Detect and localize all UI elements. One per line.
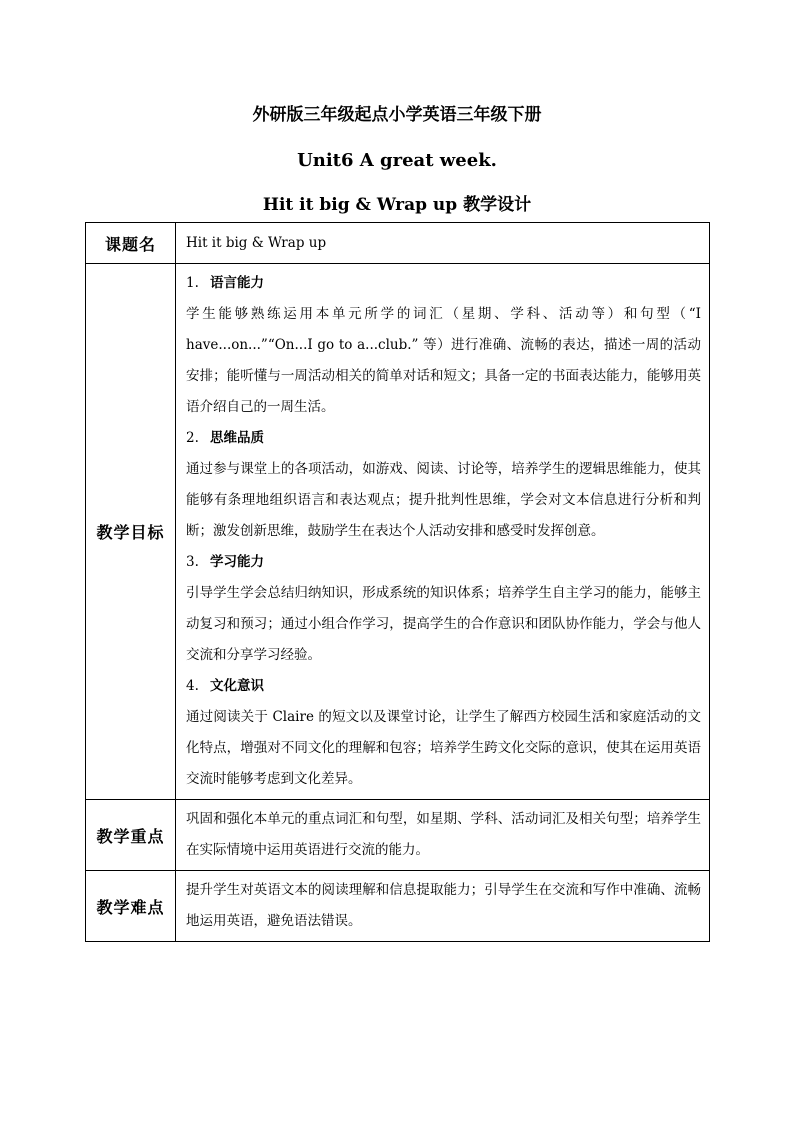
objective-text-culture: 通过阅读关于 Claire 的短文以及课堂讨论，让学生了解西方校园生活和家庭活动的文化特点，增强对不同文化的理解和包容；培养学生跨文化交际的意识，使其在运用英语交流时能够考虑到文化差异。 — [186, 709, 701, 787]
table-row-difficult-points — [86, 871, 710, 942]
row-label-difficult-points: 教学难点 — [86, 871, 176, 942]
lesson-name-value: Hit it big & Wrap up — [176, 223, 710, 264]
document-title: 外研版三年级起点小学英语三年级下册 — [252, 105, 542, 125]
table-row-teaching-objectives — [86, 264, 710, 800]
objective-heading-culture — [186, 671, 701, 702]
row-label-key-points: 教学重点 — [86, 800, 176, 871]
objective-heading-language — [186, 268, 701, 299]
key-points-content: 巩固和强化本单元的重点词汇和句型，如星期、学科、活动词汇及相关句型；培养学生在实际情境中运用英语进行交流的能力。 — [176, 800, 710, 871]
teaching-objectives-content — [176, 264, 710, 800]
difficult-points-content: 提升学生对英语文本的阅读理解和信息提取能力；引导学生在交流和写作中准确、流畅地运用英语，避免语法错误。 — [176, 871, 710, 942]
row-label-lesson-name: 课题名 — [86, 223, 176, 264]
objective-heading-text: 思维品质 — [210, 430, 264, 446]
objective-heading-text: 语言能力 — [210, 275, 264, 291]
objective-number: 2. — [186, 430, 199, 446]
objective-text-learning: 引导学生学会总结归纳知识，形成系统的知识体系；培养学生自主学习的能力，能够主动复习和预习；通过小组合作学习，提高学生的合作意识和团队协作能力，学会与他人交流和分享学习经验。 — [186, 585, 701, 663]
table-row-key-points — [86, 800, 710, 871]
lesson-plan-table — [85, 222, 710, 942]
objective-text-language: 学生能够熟练运用本单元所学的词汇（星期、学科、活动等）和句型（“I have...on...”“On...I go to a...club.” 等）进行准确、流畅的表达，描述一周的活动安排；能听懂与一周活动相关的简单对话和短文；具备一定的书面表达能力，能够用英语介绍自己的一周生活。 — [186, 306, 701, 415]
objective-number: 1. — [186, 275, 199, 291]
table-row-lesson-name — [86, 223, 710, 264]
objective-heading-thinking — [186, 423, 701, 454]
row-label-teaching-objectives: 教学目标 — [86, 264, 176, 800]
objective-number: 3. — [186, 554, 199, 570]
document-title-block — [0, 100, 794, 235]
lesson-subtitle: Hit it big & Wrap up 教学设计 — [262, 195, 532, 215]
objective-number: 4. — [186, 678, 199, 694]
objective-heading-text: 学习能力 — [210, 554, 264, 570]
objective-heading-text: 文化意识 — [210, 678, 264, 694]
unit-title: Unit6 A great week. — [297, 150, 497, 171]
objective-heading-learning — [186, 547, 701, 578]
objective-text-thinking: 通过参与课堂上的各项活动，如游戏、阅读、讨论等，培养学生的逻辑思维能力，使其能够有条理地组织语言和表达观点；提升批判性思维，学会对文本信息进行分析和判断；激发创新思维，鼓励学生在表达个人活动安排和感受时发挥创意。 — [186, 461, 701, 539]
